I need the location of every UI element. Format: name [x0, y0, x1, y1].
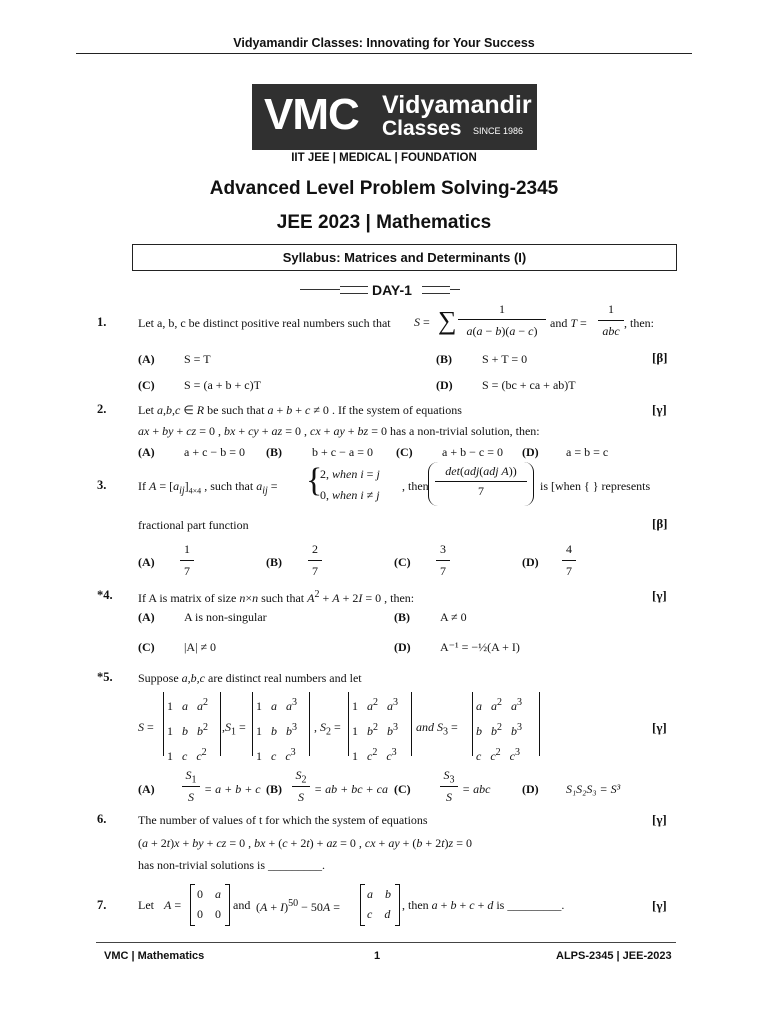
- q5-answer: [γ]: [652, 720, 667, 735]
- q2-number: 2.: [97, 402, 107, 416]
- logo-line2: Classes: [382, 117, 462, 140]
- q3-opt-d-label: (D): [522, 555, 539, 569]
- q5-opt-a-label: (A): [138, 782, 155, 796]
- q1-opt-d-label: (D): [436, 378, 453, 392]
- q3-opt-a-label: (A): [138, 555, 155, 569]
- tagline: IIT JEE | MEDICAL | FOUNDATION: [291, 152, 477, 164]
- q2-opt-a-label: (A): [138, 445, 155, 459]
- page-title: Advanced Level Problem Solving-2345: [209, 178, 559, 199]
- day-banner: [300, 282, 460, 300]
- q4-opt-d: A⁻¹ = −½(A + I): [440, 640, 520, 654]
- q5-det-s: 1 a $a^2$ 1 b $b^2$ 1 c $c^2$: [163, 692, 221, 756]
- q7-let: Let: [138, 898, 154, 912]
- q4-opt-c-label: (C): [138, 640, 155, 654]
- footer-rule: [96, 942, 676, 943]
- q4-opt-b-label: (B): [394, 610, 410, 624]
- q1-opt-c: S = (a + b + c)T: [184, 378, 261, 392]
- q2-opt-b-label: (B): [266, 445, 282, 459]
- q3-opt-c-den: 7: [440, 564, 446, 578]
- q2-opt-d: a = b = c: [566, 445, 609, 459]
- q5-det-s2: 1 $a^2$ $a^3$ 1 $b^2$ $b^3$ 1 $c^2$ $c^3$: [348, 692, 412, 756]
- page-number: 1: [374, 950, 381, 962]
- logo-since: SINCE 1986: [473, 126, 524, 136]
- q4-opt-c: |A| ≠ 0: [184, 640, 217, 654]
- q6-equations: (a + 2t)x + by + cz = 0 , bx + (c + 2t) + az = 0 , cx + ay + (b + 2t)z = 0: [138, 836, 472, 850]
- q2-opt-b: b + c − a = 0: [312, 445, 373, 459]
- q3-text5: fractional part function: [138, 518, 249, 532]
- q1-tail: , then:: [624, 316, 654, 330]
- q3-opt-b-num: 2: [312, 542, 318, 556]
- q7-matrix-abcd: a b c d: [360, 884, 400, 926]
- q6-line3: has non-trivial solutions is _________.: [138, 858, 325, 872]
- q5-opt-b-label: (B): [266, 782, 282, 796]
- q4-opt-a: A is non-singular: [184, 610, 267, 624]
- q2-answer: [γ]: [652, 402, 667, 417]
- q3-opt-a-num: 1: [184, 542, 190, 556]
- q2-line1: Let a,b,c ∈ R be such that a + b + c ≠ 0 . If the system of equations: [138, 403, 462, 417]
- q1-text: Let a, b, c be distinct positive real numbers such that: [138, 316, 391, 330]
- q3-opt-d-den: 7: [566, 564, 572, 578]
- q3-opt-b-den: 7: [312, 564, 318, 578]
- q3-opt-c-num: 3: [440, 542, 446, 556]
- q7-number: 7.: [97, 898, 107, 912]
- q2-opt-c-label: (C): [396, 445, 413, 459]
- q3-text4: is [when { } represents: [540, 479, 651, 493]
- q4-opt-d-label: (D): [394, 640, 411, 654]
- q7-and: and: [233, 898, 251, 912]
- q7-tail: , then a + b + c + d is _________.: [402, 898, 565, 912]
- running-header: Vidyamandir Classes: Innovating for Your Success: [233, 36, 535, 50]
- q1-number: 1.: [97, 315, 107, 329]
- header-rule: [76, 53, 692, 54]
- q6-line1: The number of values of t for which the system of equations: [138, 813, 428, 827]
- q1-opt-c-label: (C): [138, 378, 155, 392]
- q5-opt-c: = abc: [462, 782, 491, 796]
- q1-opt-d: S = (bc + ca + ab)T: [482, 378, 576, 392]
- vmc-logo: [252, 84, 537, 150]
- q1-opt-a-label: (A): [138, 352, 155, 366]
- q1-formula: S = ∑ 1 a(a − b)(a − c): [414, 302, 554, 342]
- q6-number: 6.: [97, 812, 107, 826]
- q5-opt-d: S₁S₂S₃ = S³: [566, 782, 621, 796]
- q4-number: *4.: [97, 588, 113, 602]
- q5-opt-b: = ab + bc + ca: [314, 782, 388, 796]
- q1-opt-a: S = T: [184, 352, 211, 366]
- q3-fraction: det(adj(adj A)) 7: [428, 462, 534, 506]
- day-label: DAY-1: [372, 282, 412, 298]
- q4-answer: [γ]: [652, 588, 667, 603]
- q5-number: *5.: [97, 670, 113, 684]
- q3-opt-d-num: 4: [566, 542, 572, 556]
- q5-opt-c-label: (C): [394, 782, 411, 796]
- logo-mark: VMC: [264, 90, 359, 139]
- q7-answer: [γ]: [652, 898, 667, 913]
- q2-opt-c: a + b − c = 0: [442, 445, 503, 459]
- q1-opt-b-label: (B): [436, 352, 452, 366]
- q3-then: , then: [402, 479, 429, 493]
- q2-line2: ax + by + cz = 0 , bx + cy + az = 0 , cx + ay + bz = 0 has a non-trivial solution, then:: [138, 424, 540, 438]
- q5-opt-d-label: (D): [522, 782, 539, 796]
- q5-line1: Suppose a,b,c are distinct real numbers and let: [138, 671, 362, 685]
- q4-opt-b: A ≠ 0: [440, 610, 467, 624]
- q5-det-s1: 1 a $a^3$ 1 b $b^3$ 1 c $c^3$: [252, 692, 310, 756]
- q5-opt-a: = a + b + c: [204, 782, 261, 796]
- q4-opt-a-label: (A): [138, 610, 155, 624]
- q1-opt-b: S + T = 0: [482, 352, 528, 366]
- q3-opt-a-den: 7: [184, 564, 190, 578]
- q3-opt-b-label: (B): [266, 555, 282, 569]
- q3-number: 3.: [97, 478, 107, 492]
- q5-det-s3: a $a^2$ $a^3$ b $b^2$ $b^3$ c $c^2$ $c^3$: [472, 692, 540, 756]
- q3-opt-c-label: (C): [394, 555, 411, 569]
- q2-opt-a: a + c − b = 0: [184, 445, 245, 459]
- footer-left: VMC | Mathematics: [104, 950, 205, 962]
- q4-line1: If A is matrix of size n×n such that $A^2 + A + 2I = 0$ , then:: [138, 589, 415, 605]
- q1-answer: [β]: [652, 350, 668, 365]
- q7-matrix-a: 0 a 0 0: [190, 884, 230, 926]
- logo-line1: Vidyamandir: [382, 91, 532, 119]
- q3-line1a: If $A = [a_{ij}]_{4\times 4}$ , such that $a_{ij}$ =: [138, 479, 278, 497]
- q2-opt-d-label: (D): [522, 445, 539, 459]
- page-subtitle: JEE 2023 | Mathematics: [276, 212, 492, 233]
- q3-answer: [β]: [652, 516, 668, 531]
- syllabus-box: Syllabus: Matrices and Determinants (I): [132, 244, 677, 271]
- q6-answer: [γ]: [652, 812, 667, 827]
- footer-right: ALPS-2345 | JEE-2023: [556, 950, 672, 962]
